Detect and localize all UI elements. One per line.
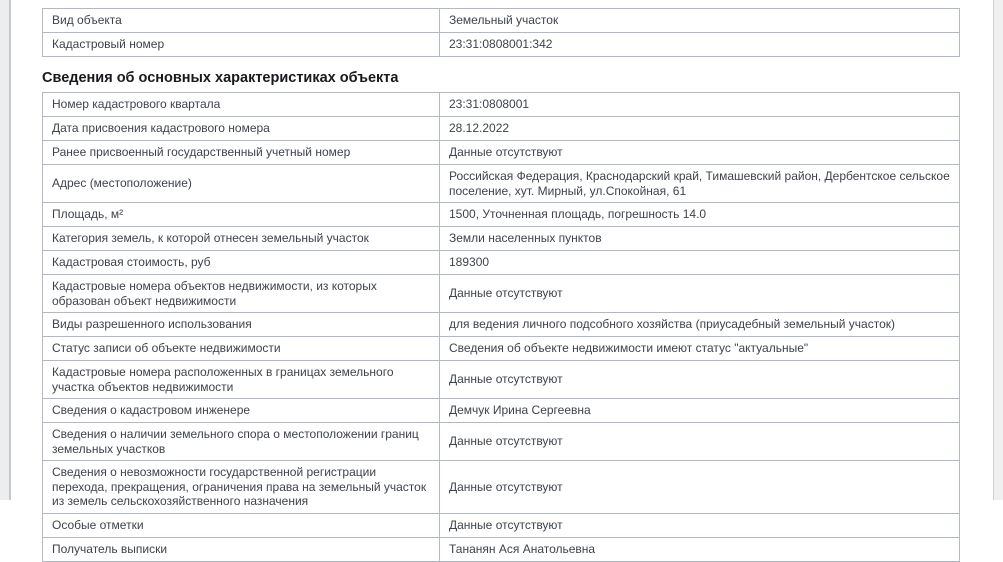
row-value: Данные отсутствуют [449,286,563,301]
row-label: Ранее присвоенный государственный учетный номер [43,141,440,164]
extract-content [42,8,960,562]
row-value: Земельный участок [449,13,559,28]
row-value: Данные отсутствуют [449,517,563,532]
row-label: Номер кадастрового квартала [43,93,440,116]
table-row [43,537,959,561]
table-row [43,360,959,398]
row-value: Земли населенных пунктов [449,231,602,246]
row-label: Сведения о кадастровом инженере [43,399,440,422]
row-label: Виды разрешенного использования [43,313,440,336]
page-right-edge [993,0,1003,500]
table-row [43,226,959,250]
row-label: Кадастровая стоимость, руб [43,251,440,274]
row-value: Данные отсутствуют [449,434,563,449]
row-label: Вид объекта [43,9,440,32]
row-value: 189300 [449,255,490,270]
table-row [43,460,959,513]
row-label: Кадастровые номера объектов недвижимости, из которых образован объект недвижимости [43,275,440,312]
table-row [43,140,959,164]
table-row [43,116,959,140]
row-label: Кадастровый номер [43,33,440,56]
table-row [43,164,959,202]
table-row [43,398,959,422]
object-summary-table [42,8,960,57]
table-row [43,422,959,460]
row-value: Данные отсутствуют [449,372,563,387]
section-title: Сведения об основных характеристиках объекта [42,70,399,86]
row-value: 23:31:0808001 [449,97,530,112]
table-row [43,336,959,360]
row-label: Кадастровые номера расположенных в границах земельного участка объектов недвижимости [43,361,440,398]
row-value: Тананян Ася Анатольевна [449,541,596,556]
row-value: для ведения личного подсобного хозяйства (приусадебный земельный участок) [449,317,895,332]
table-row [43,312,959,336]
row-label: Особые отметки [43,514,440,537]
row-value: 28.12.2022 [449,121,510,136]
row-label: Сведения о невозможности государственной регистрации перехода, прекращения, ограничения права на земельный участок из земель сельскохозяйственного назначения [43,461,440,513]
row-label: Категория земель, к которой отнесен земельный участок [43,227,440,250]
page-left-edge [0,0,11,500]
row-label: Сведения о наличии земельного спора о местоположении границ земельных участков [43,423,440,460]
row-value: Сведения об объекте недвижимости имеют статус "актуальные" [449,341,809,356]
row-label: Статус записи об объекте недвижимости [43,337,440,360]
table-row [43,93,959,116]
row-label: Дата присвоения кадастрового номера [43,117,440,140]
table-row [43,513,959,537]
table-row [43,9,959,32]
row-value: Демчук Ирина Сергеевна [449,403,591,418]
table-row [43,32,959,56]
row-value: 23:31:0808001:342 [449,37,553,52]
row-label: Адрес (местоположение) [43,165,440,202]
row-value: Данные отсутствуют [449,479,563,494]
row-label: Площадь, м² [43,203,440,226]
main-characteristics-table [42,92,960,562]
row-value: Данные отсутствуют [449,145,563,160]
table-row [43,274,959,312]
table-row [43,202,959,226]
table-row [43,250,959,274]
row-label: Получатель выписки [43,538,440,561]
row-value: Российская Федерация, Краснодарский край, Тимашевский район, Дербентское сельское поселение, хут. Мирный, ул.Спокойная, 61 [449,169,950,198]
row-value: 1500, Уточненная площадь, погрешность 14.0 [449,207,707,222]
